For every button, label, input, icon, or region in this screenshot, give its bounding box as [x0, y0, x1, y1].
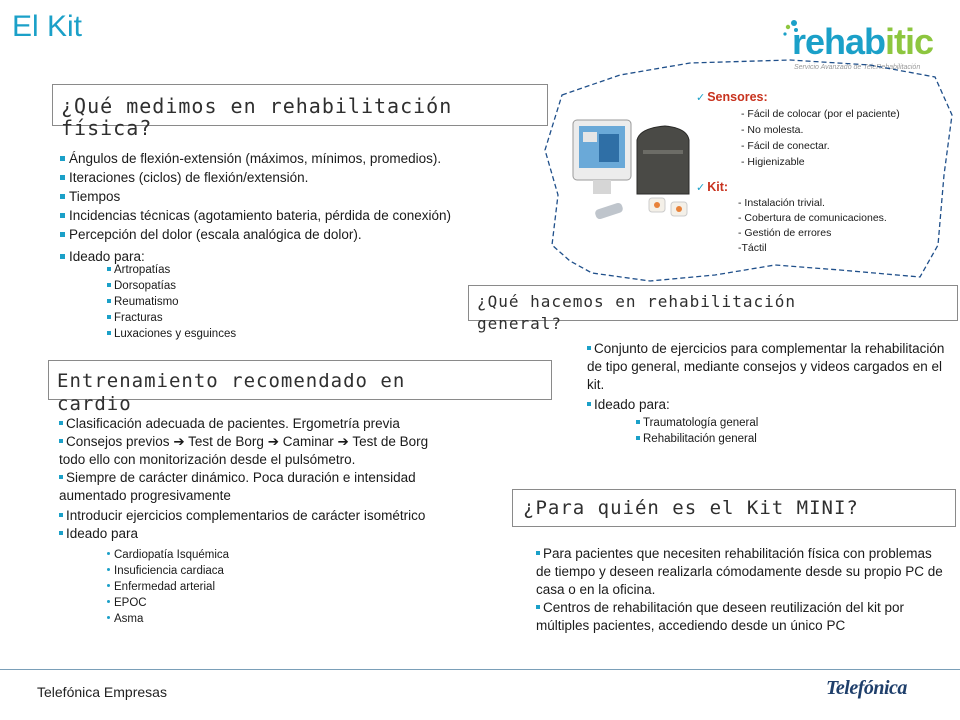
hacemos-ideado: Ideado para: — [587, 396, 670, 414]
medimos-title-box — [52, 84, 548, 140]
footer-divider — [0, 669, 960, 670]
list-item: Introducir ejercicios complementarios de carácter isométrico — [59, 507, 539, 525]
sensores-label: Sensores: — [707, 90, 768, 104]
cardio-list — [59, 415, 539, 543]
hacemos-title-box — [468, 285, 958, 333]
arrow-right-icon: ➔ — [267, 434, 279, 449]
medimos-title-line2: física? — [61, 116, 153, 140]
page-title: El Kit — [12, 10, 83, 43]
brand-tagline: Servicio Avanzado de TeleRehabilitación — [794, 64, 921, 71]
kit-item: - Gestión de errores — [738, 227, 832, 239]
hacemos-title-line1: ¿Qué hacemos en rehabilitación — [477, 292, 796, 311]
list-item: Insuficiencia cardiaca — [107, 563, 229, 579]
hacemos-paragraph: Conjunto de ejercicios para complementar la rehabilitación de tipo general, mediante consejos y videos cargados en el kit. — [587, 341, 945, 392]
telefonica-logo: Telefónica — [826, 677, 907, 699]
sensores-item: - Fácil de conectar. — [741, 140, 830, 152]
kit-product-image — [565, 110, 695, 225]
medimos-list — [60, 149, 550, 266]
list-item: Reumatismo — [107, 294, 236, 310]
list-item: Rehabilitación general — [636, 431, 758, 447]
kit-features — [696, 88, 946, 256]
list-item: EPOC — [107, 595, 229, 611]
list-item: Centros de rehabilitación que deseen reutilización del kit por múltiples pacientes, accediendo desde un único PC — [536, 600, 904, 633]
sensores-item: - Higienizable — [741, 156, 805, 168]
hacemos-sublist — [636, 415, 758, 447]
list-item: Incidencias técnicas (agotamiento bateria, pérdida de conexión) — [60, 206, 550, 225]
kit-item: - Cobertura de comunicaciones. — [738, 212, 887, 224]
hacemos-title-line2: general? — [477, 314, 563, 333]
list-item: Clasificación adecuada de pacientes. Ergometría previa — [59, 415, 539, 433]
list-item: Siempre de carácter dinámico. Poca duración e intensidad aumentado progresivamente — [59, 470, 416, 503]
list-item: Ideado para — [59, 525, 539, 543]
cardio-title-line1: Entrenamiento recomendado en — [57, 370, 406, 392]
arrow-right-icon: ➔ — [173, 434, 185, 449]
cardio-title-box — [48, 360, 552, 415]
list-item: Para pacientes que necesiten rehabilitación física con problemas de tiempo y deseen realizarla cómodamente desde su propio PC de casa o en la oficina. — [536, 546, 943, 597]
list-item: Traumatología general — [636, 415, 758, 431]
list-item: Dorsopatías — [107, 278, 236, 294]
list-item: Ideado para: — [60, 247, 550, 266]
list-item: Consejos previos ➔ Test de Borg ➔ Caminar ➔ Test de Borg todo ello con monitorización desde el pulsómetro. — [59, 434, 429, 467]
list-item: Luxaciones y esguinces — [107, 326, 236, 342]
check-icon: ✓ — [696, 92, 706, 104]
list-item: Percepción del dolor (escala analógica de dolor). — [60, 225, 550, 244]
list-item: Iteraciones (ciclos) de flexión/extensión. — [60, 168, 550, 187]
list-item: Cardiopatía Isquémica — [107, 547, 229, 563]
list-item: Fracturas — [107, 310, 236, 326]
mini-title-box — [512, 489, 956, 527]
list-item: Artropatías — [107, 262, 236, 278]
list-item: Asma — [107, 611, 229, 627]
kit-label: Kit: — [707, 180, 729, 194]
medimos-title-line1: ¿Qué medimos en rehabilitación — [61, 94, 453, 118]
brand-name-main: rehab — [792, 21, 886, 62]
footer-company: Telefónica Empresas — [37, 684, 167, 700]
cardio-title-line2: cardio — [57, 393, 132, 415]
mini-list — [536, 545, 946, 635]
list-item: Ángulos de flexión-extensión (máximos, mínimos, promedios). — [60, 149, 550, 168]
sensores-item: - Fácil de colocar (por el paciente) — [741, 108, 900, 120]
cardio-sublist — [107, 547, 229, 627]
kit-item: -Táctil — [738, 242, 767, 254]
brand-name-accent: itic — [885, 21, 934, 62]
check-icon: ✓ — [696, 182, 706, 194]
list-item: Enfermedad arterial — [107, 579, 229, 595]
medimos-sublist — [107, 262, 236, 342]
sensores-item: - No molesta. — [741, 124, 804, 136]
arrow-right-icon: ➔ — [337, 434, 349, 449]
list-item: Tiempos — [60, 187, 550, 206]
kit-item: - Instalación trivial. — [738, 197, 825, 209]
mini-title: ¿Para quién es el Kit MINI? — [523, 497, 859, 519]
